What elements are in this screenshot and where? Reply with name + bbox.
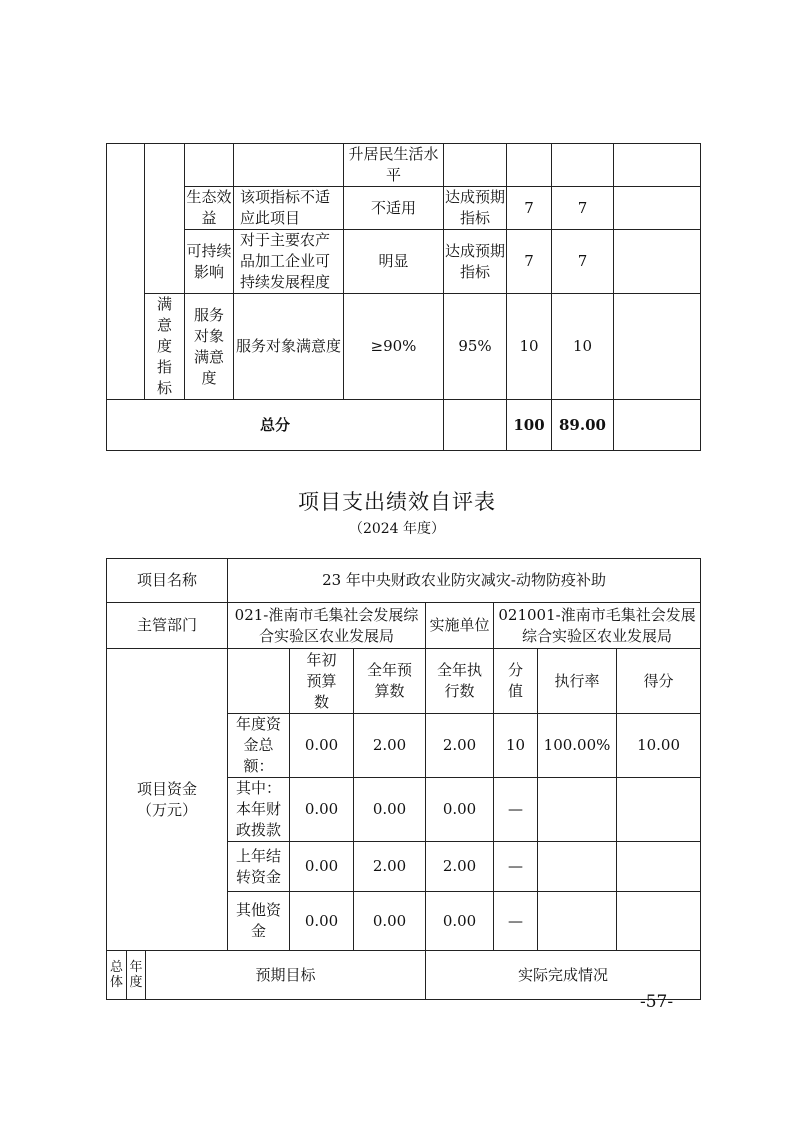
header-weight: 分值 — [494, 649, 538, 714]
indicator-actual: 达成预期指标 — [444, 230, 507, 294]
fund-weight: — — [494, 892, 538, 951]
indicator-score: 10 — [552, 294, 614, 400]
fund-type-label: 年度资金总额： — [228, 714, 290, 778]
indicator-score: 7 — [552, 187, 614, 230]
total-points: 100 — [507, 400, 552, 451]
fund-initial: 0.00 — [290, 778, 354, 842]
indicator-name: 对于主要农产品加工企业可持续发展程度 — [234, 230, 344, 294]
indicator-weight: 10 — [507, 294, 552, 400]
project-name-row — [107, 559, 701, 603]
page-number: -57- — [640, 992, 674, 1012]
fund-budget: 0.00 — [354, 892, 426, 951]
header-initial-budget: 年初预算数 — [290, 649, 354, 714]
indicator-target: 不适用 — [344, 187, 444, 230]
fund-type-label: 其他资金 — [228, 892, 290, 951]
cell-blank — [107, 144, 145, 400]
fund-initial: 0.00 — [290, 714, 354, 778]
fund-rate — [538, 842, 617, 892]
cell-blank — [228, 649, 290, 714]
indicator-row — [107, 230, 701, 294]
fund-rate — [538, 892, 617, 951]
fund-budget: 2.00 — [354, 714, 426, 778]
fund-executed: 2.00 — [426, 714, 494, 778]
cell-blank — [234, 144, 344, 187]
cell-blank — [552, 144, 614, 187]
self-evaluation-table — [106, 558, 701, 1000]
indicator-sub-category: 服务对象满意度 — [185, 294, 234, 400]
indicator-table-continued — [106, 143, 701, 451]
fund-budget: 0.00 — [354, 778, 426, 842]
header-score: 得分 — [617, 649, 701, 714]
fund-weight: 10 — [494, 714, 538, 778]
indicator-actual: 95% — [444, 294, 507, 400]
indicator-actual: 达成预期指标 — [444, 187, 507, 230]
cell-blank — [614, 400, 701, 451]
fund-score — [617, 778, 701, 842]
cell-blank — [444, 144, 507, 187]
project-name-value: 23 年中央财政农业防灾减灾-动物防疫补助 — [228, 559, 701, 603]
fund-executed: 0.00 — [426, 892, 494, 951]
indicator-target: 明显 — [344, 230, 444, 294]
fund-score: 10.00 — [617, 714, 701, 778]
indicator-remark — [614, 294, 701, 400]
indicator-row — [107, 187, 701, 230]
fund-weight: — — [494, 778, 538, 842]
fund-rate — [538, 778, 617, 842]
indicator-name: 该项指标不适应此项目 — [234, 187, 344, 230]
goals-header-row — [107, 951, 701, 1000]
cell-blank — [614, 144, 701, 187]
indicator-row — [107, 294, 701, 400]
expected-goal-label: 预期目标 — [146, 951, 426, 1000]
goal-year-label: 年度 — [127, 951, 146, 1000]
indicator-row — [107, 144, 701, 187]
indicator-remark — [614, 187, 701, 230]
indicator-sub-category: 生态效益 — [185, 187, 234, 230]
impl-value: 021001-淮南市毛集社会发展综合实验区农业发展局 — [494, 603, 701, 649]
dept-value: 021-淮南市毛集社会发展综合实验区农业发展局 — [228, 603, 426, 649]
indicator-remark — [614, 230, 701, 294]
indicator-score: 7 — [552, 230, 614, 294]
fund-score — [617, 892, 701, 951]
goal-overall-label: 总体 — [107, 951, 127, 1000]
fund-initial: 0.00 — [290, 842, 354, 892]
total-score: 89.00 — [552, 400, 614, 451]
indicator-weight: 7 — [507, 187, 552, 230]
fund-type-label: 其中：本年财政拨款 — [228, 778, 290, 842]
project-name-label: 项目名称 — [107, 559, 228, 603]
indicator-weight: 7 — [507, 230, 552, 294]
total-label: 总分 — [107, 400, 444, 451]
indicator-category: 满意度指标 — [145, 294, 185, 400]
fund-type-label: 上年结转资金 — [228, 842, 290, 892]
dept-label: 主管部门 — [107, 603, 228, 649]
department-row — [107, 603, 701, 649]
fund-executed: 2.00 — [426, 842, 494, 892]
funds-label: 项目资金（万元） — [107, 649, 228, 951]
indicator-value: 升居民生活水平 — [344, 144, 444, 187]
total-row — [107, 400, 701, 451]
impl-label: 实施单位 — [426, 603, 494, 649]
report-year: （2024 年度） — [348, 521, 446, 537]
indicator-sub-category: 可持续影响 — [185, 230, 234, 294]
actual-completion-label: 实际完成情况 — [426, 951, 701, 1000]
indicator-target: ≥90% — [344, 294, 444, 400]
page-title: 项目支出绩效自评表 — [298, 490, 496, 514]
cell-blank — [145, 144, 185, 294]
fund-weight: — — [494, 842, 538, 892]
header-annual-budget: 全年预算数 — [354, 649, 426, 714]
header-execution-rate: 执行率 — [538, 649, 617, 714]
cell-blank — [444, 400, 507, 451]
header-annual-executed: 全年执行数 — [426, 649, 494, 714]
fund-score — [617, 842, 701, 892]
funds-header-row — [107, 649, 701, 714]
fund-initial: 0.00 — [290, 892, 354, 951]
cell-blank — [185, 144, 234, 187]
fund-rate: 100.00% — [538, 714, 617, 778]
cell-blank — [507, 144, 552, 187]
fund-executed: 0.00 — [426, 778, 494, 842]
fund-budget: 2.00 — [354, 842, 426, 892]
indicator-name: 服务对象满意度 — [234, 294, 344, 400]
